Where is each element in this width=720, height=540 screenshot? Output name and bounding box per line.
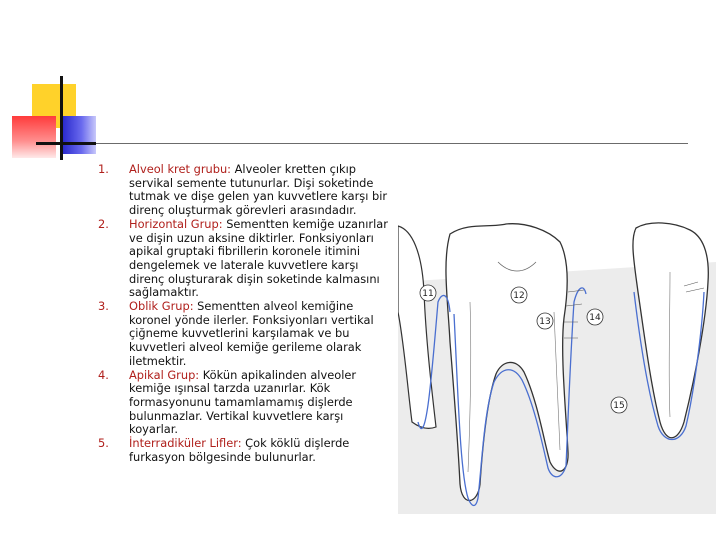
title-divider-accent xyxy=(36,142,96,145)
item-text: Alveoler kretten çıkıp servikal semente tutunurlar. Dişi soketinde tutmak ve dişe gelen yan kuvvetlere karşı bir direnç oluşturmak görevleri arasındadır. xyxy=(129,162,388,218)
list-item xyxy=(98,163,388,218)
item-number: 3. xyxy=(98,299,109,314)
item-number: 5. xyxy=(98,436,109,451)
item-heading: İnterradiküler Lifler: xyxy=(129,436,242,451)
svg-text:15: 15 xyxy=(613,401,625,411)
list-item xyxy=(98,437,388,464)
list-item xyxy=(98,218,388,300)
label-13 xyxy=(537,313,553,329)
item-text: Çok köklü dişlerde furkasyon bölgesinde bulunurlar. xyxy=(129,436,350,464)
periodontal-ligament-diagram xyxy=(398,222,716,514)
title-divider-line xyxy=(36,143,688,144)
svg-text:13: 13 xyxy=(539,317,551,327)
item-text: Kökün apikalinden alveoler kemiğe ışınsal tarzda uzanırlar. Kök formasyonunu tamamlamamış dişlerde bulunmazlar. Vertikal kuvvetlere karşı koyarlar. xyxy=(129,367,357,437)
list-item xyxy=(98,300,388,369)
item-heading: Alveol kret grubu: xyxy=(129,162,232,176)
item-number: 4. xyxy=(98,367,109,382)
decor-vertical-line xyxy=(60,76,63,160)
fiber-group-list xyxy=(98,163,388,464)
item-heading: Horizontal Grup: xyxy=(129,216,223,231)
label-12 xyxy=(511,287,527,303)
list-item xyxy=(98,369,388,438)
label-14 xyxy=(587,309,603,325)
item-heading: Oblik Grup: xyxy=(129,299,194,314)
item-heading: Apikal Grup: xyxy=(129,367,200,382)
svg-text:14: 14 xyxy=(589,313,601,323)
label-11 xyxy=(420,285,436,301)
svg-text:12: 12 xyxy=(513,291,525,301)
item-number: 1. xyxy=(98,162,109,176)
item-number: 2. xyxy=(98,216,109,231)
svg-text:11: 11 xyxy=(422,289,434,299)
label-15 xyxy=(611,397,627,413)
item-text: Sementten alveol kemiğine koronel yönde ilerler. Fonksiyonları vertikal çiğneme kuvvetlerini karşılamak ve bu kuvvetleri alveol kemiğe gerileme olarak iletmektir. xyxy=(129,299,374,368)
item-text: Sementten kemiğe uzanırlar ve dişin uzun aksine diktirler. Fonksiyonları apikal gruptaki fibrillerin koronele itimini dengelemek ve laterale kuvvetlere karşı direnç oluşturarak dişin soketinde kalmasını sağlamaktır. xyxy=(129,216,388,300)
decor-blue-square xyxy=(60,116,96,154)
decor-red-square xyxy=(12,116,56,158)
